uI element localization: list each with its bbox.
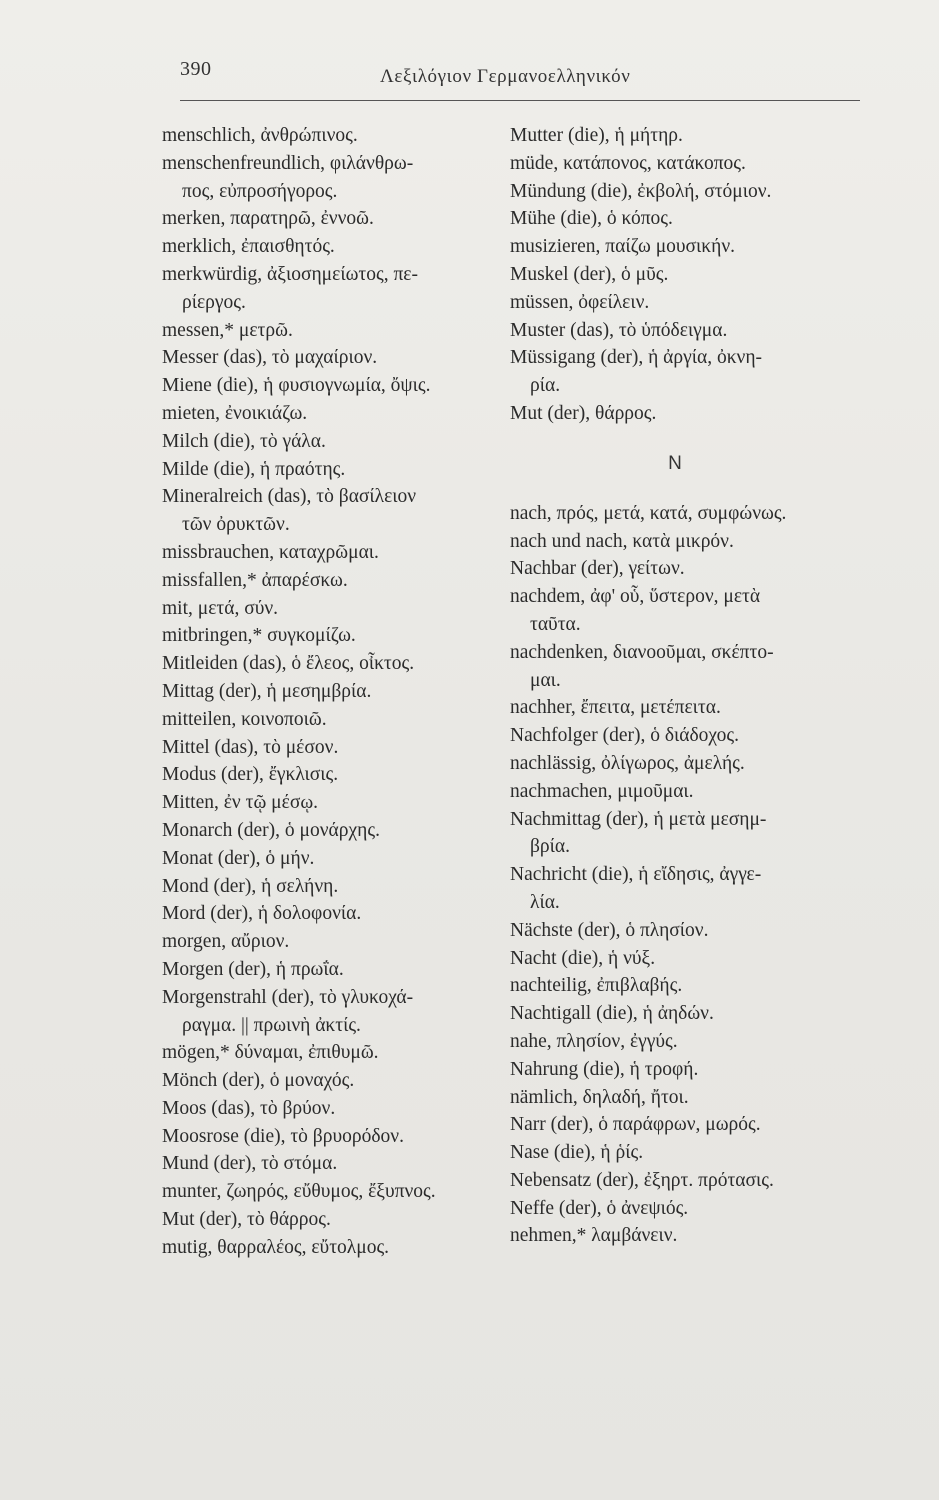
- right-column: [510, 122, 860, 1250]
- entry-continuation: ταῦτα.: [530, 613, 581, 635]
- entry-text: merken, παρατηρῶ, ἐννοῶ.: [162, 208, 374, 230]
- entry-text: nach, πρός, μετά, κατά, συμφώνως.: [510, 502, 787, 524]
- dictionary-entry: [162, 567, 514, 595]
- entry-text: mit, μετά, σύν.: [162, 597, 279, 619]
- entry-continuation: ρία.: [530, 375, 561, 397]
- entry-text: Moosrose (die), τὸ βρυορόδον.: [162, 1125, 404, 1147]
- dictionary-entry: [162, 344, 514, 372]
- dictionary-entry: [162, 1150, 514, 1178]
- dictionary-entry: [162, 150, 514, 206]
- entry-text: nachteilig, ἐπιβλαβής.: [510, 975, 683, 997]
- entry-text: Monarch (der), ὁ μονάρχης.: [162, 819, 380, 841]
- entry-text: Morgen (der), ἡ πρωΐα.: [162, 958, 344, 980]
- dictionary-entry: [162, 233, 514, 261]
- entry-text: Mühe (die), ὁ κόπος.: [510, 208, 673, 230]
- entry-text: Mutter (die), ἡ μήτηρ.: [510, 125, 683, 146]
- dictionary-entry: [162, 1095, 514, 1123]
- entry-text: Nase (die), ἡ ῥίς.: [510, 1142, 644, 1164]
- dictionary-entry: [162, 789, 514, 817]
- dictionary-entry: [510, 555, 860, 583]
- dictionary-entry: [162, 706, 514, 734]
- dictionary-entry: [510, 178, 860, 206]
- dictionary-entry: [162, 400, 514, 428]
- entry-continuation: ρίεργος.: [182, 291, 246, 313]
- entry-continuation: τῶν ὀρυκτῶν.: [182, 514, 290, 536]
- dictionary-entry: [510, 233, 860, 261]
- entry-text: Nebensatz (der), ἐξηρτ. πρότασις.: [510, 1169, 774, 1191]
- dictionary-entry: [510, 1195, 860, 1223]
- dictionary-entry: [510, 400, 860, 428]
- dictionary-entry: [510, 639, 860, 695]
- dictionary-entry: [162, 873, 514, 901]
- dictionary-entry: [162, 261, 514, 317]
- dictionary-entry: [510, 722, 860, 750]
- dictionary-entry: [162, 1234, 514, 1262]
- dictionary-entry: [162, 622, 514, 650]
- entry-text: menschlich, ἀνθρώπινος.: [162, 125, 358, 146]
- entry-continuation: πος, εὐπροσήγορος.: [182, 180, 338, 202]
- dictionary-entry: [162, 1206, 514, 1234]
- entry-text: Morgenstrahl (der), τὸ γλυκοχά-: [162, 986, 414, 1008]
- entry-text: Mittel (das), τὸ μέσον.: [162, 736, 339, 758]
- entry-text: Mineralreich (das), τὸ βασίλειον: [162, 486, 417, 508]
- entry-text: mieten, ἐνοικιάζω.: [162, 402, 308, 424]
- dictionary-entry: [162, 483, 514, 539]
- entry-text: Mündung (die), ἐκβολή, στόμιον.: [510, 180, 772, 202]
- entry-text: Muskel (der), ὁ μῦς.: [510, 263, 669, 285]
- entry-text: Nachtigall (die), ἡ ἀηδών.: [510, 1003, 714, 1025]
- dictionary-entry: [510, 1139, 860, 1167]
- running-title: Λεξιλόγιον Γερμανοελληνικόν: [380, 66, 631, 87]
- entry-text: Nachbar (der), γείτων.: [510, 558, 685, 580]
- entry-text: müde, κατάπονος, κατάκοπος.: [510, 152, 746, 174]
- dictionary-entry: [510, 317, 860, 345]
- entry-text: Nahrung (die), ἡ τροφή.: [510, 1058, 699, 1080]
- dictionary-entry: [162, 372, 514, 400]
- dictionary-entry: [162, 1178, 514, 1206]
- entry-text: nachmachen, μιμοῦμαι.: [510, 780, 694, 802]
- dictionary-entry: [510, 1222, 860, 1250]
- dictionary-entry: [162, 678, 514, 706]
- entry-text: Neffe (der), ὁ ἀνεψιός.: [510, 1197, 689, 1219]
- entry-text: Mord (der), ἡ δολοφονία.: [162, 903, 362, 925]
- dictionary-entry: [162, 900, 514, 928]
- entry-text: Muster (das), τὸ ὑπόδειγμα.: [510, 319, 728, 341]
- entry-text: Mond (der), ἡ σελήνη.: [162, 875, 339, 897]
- entry-text: missbrauchen, καταχρῶμαι.: [162, 541, 379, 563]
- dictionary-entry: [162, 317, 514, 345]
- dictionary-entry: [162, 734, 514, 762]
- entry-text: mögen,* δύναμαι, ἐπιθυμῶ.: [162, 1042, 379, 1064]
- dictionary-entry: [162, 761, 514, 789]
- dictionary-entry: [162, 122, 514, 150]
- dictionary-entry: [510, 500, 860, 528]
- dictionary-entry: [162, 456, 514, 484]
- dictionary-entry: [162, 595, 514, 623]
- entry-text: nachlässig, ὀλίγωρος, ἀμελής.: [510, 752, 745, 774]
- entry-text: Nachmittag (der), ἡ μετὰ μεσημ-: [510, 808, 767, 830]
- dictionary-entry: [510, 750, 860, 778]
- dictionary-entry: [510, 122, 860, 150]
- entry-text: Milch (die), τὸ γάλα.: [162, 430, 326, 452]
- entry-text: Nächste (der), ὁ πλησίον.: [510, 919, 709, 941]
- entry-text: mitbringen,* συγκομίζω.: [162, 625, 356, 647]
- entry-text: nachdem, ἀφ' οὗ, ὕστερον, μετὰ: [510, 586, 761, 608]
- entry-text: Nachfolger (der), ὁ διάδοχος.: [510, 725, 740, 747]
- entry-text: Moos (das), τὸ βρύον.: [162, 1097, 336, 1119]
- entry-text: nahe, πλησίον, ἐγγύς.: [510, 1030, 678, 1052]
- dictionary-entry: [510, 528, 860, 556]
- entry-continuation: βρία.: [530, 836, 570, 858]
- entry-text: missfallen,* ἀπαρέσκω.: [162, 569, 348, 591]
- dictionary-entry: [510, 861, 860, 917]
- entry-text: Narr (der), ὁ παράφρων, μωρός.: [510, 1114, 761, 1136]
- entry-text: nachdenken, διανοοῦμαι, σκέπτο-: [510, 641, 774, 663]
- dictionary-entry: [510, 1028, 860, 1056]
- entry-text: Mönch (der), ὁ μοναχός.: [162, 1070, 355, 1092]
- entry-text: Mitleiden (das), ὁ ἔλεος, οἶκτος.: [162, 653, 415, 675]
- dictionary-entry: [162, 428, 514, 456]
- dictionary-entry: [162, 539, 514, 567]
- dictionary-entry: [510, 205, 860, 233]
- entry-text: nachher, ἔπειτα, μετέπειτα.: [510, 697, 721, 719]
- dictionary-entry: [510, 778, 860, 806]
- entry-text: nämlich, δηλαδή, ἤτοι.: [510, 1086, 689, 1108]
- entry-text: Messer (das), τὸ μαχαίριον.: [162, 347, 378, 369]
- entry-text: Nachricht (die), ἡ εἴδησις, ἀγγε-: [510, 864, 762, 886]
- right-column-n-entries: [510, 500, 860, 1251]
- left-column: [162, 122, 514, 1262]
- entry-continuation: ραγμα. || πρωινὴ ἀκτίς.: [182, 1014, 361, 1036]
- entry-text: messen,* μετρῶ.: [162, 319, 293, 341]
- dictionary-entry: [162, 205, 514, 233]
- section-letter-heading: N: [668, 452, 682, 474]
- dictionary-entry: [510, 945, 860, 973]
- dictionary-entry: [510, 1056, 860, 1084]
- dictionary-entry: [510, 1084, 860, 1112]
- entry-text: müssen, ὀφείλειν.: [510, 291, 650, 313]
- page-header: [180, 58, 860, 98]
- dictionary-entry: [162, 928, 514, 956]
- entry-text: merklich, ἐπαισθητός.: [162, 236, 335, 258]
- entry-text: Modus (der), ἔγκλισις.: [162, 764, 339, 786]
- dictionary-entry: [162, 650, 514, 678]
- entry-text: morgen, αὔριον.: [162, 931, 290, 953]
- entry-text: Mut (der), τὸ θάρρος.: [162, 1209, 331, 1231]
- entry-text: Monat (der), ὁ μήν.: [162, 847, 315, 869]
- entry-text: menschenfreundlich, φιλάνθρω-: [162, 152, 414, 174]
- entry-text: Mund (der), τὸ στόμα.: [162, 1153, 338, 1175]
- dictionary-entry: [162, 1123, 514, 1151]
- entry-text: nehmen,* λαμβάνειν.: [510, 1225, 678, 1247]
- entry-text: Mut (der), θάρρος.: [510, 402, 657, 424]
- entry-text: Miene (die), ἡ φυσιογνωμία, ὄψις.: [162, 375, 431, 397]
- page-number: 390: [180, 58, 212, 80]
- entry-text: mutig, θαρραλέος, εὔτολμος.: [162, 1236, 390, 1258]
- dictionary-entry: [510, 694, 860, 722]
- dictionary-entry: [510, 1000, 860, 1028]
- dictionary-entry: [510, 344, 860, 400]
- dictionary-entry: [510, 261, 860, 289]
- header-rule: [180, 100, 860, 101]
- entry-text: munter, ζωηρός, εὔθυμος, ἔξυπνος.: [162, 1181, 436, 1203]
- dictionary-entry: [510, 150, 860, 178]
- entry-text: musizieren, παίζω μουσικήν.: [510, 236, 736, 258]
- entry-text: mitteilen, κοινοποιῶ.: [162, 708, 327, 730]
- entry-text: Mittag (der), ἡ μεσημβρία.: [162, 680, 372, 702]
- dictionary-entry: [162, 1039, 514, 1067]
- entry-text: merkwürdig, ἀξιοσημείωτος, πε-: [162, 263, 418, 285]
- dictionary-entry: [510, 1111, 860, 1139]
- dictionary-entry: [162, 817, 514, 845]
- entry-text: nach und nach, κατὰ μικρόν.: [510, 530, 734, 552]
- entry-continuation: μαι.: [530, 669, 561, 691]
- dictionary-entry: [510, 583, 860, 639]
- dictionary-entry: [162, 845, 514, 873]
- dictionary-entry: [162, 1067, 514, 1095]
- entry-text: Nacht (die), ἡ νύξ.: [510, 947, 656, 969]
- entry-continuation: λία.: [530, 891, 560, 913]
- dictionary-entry: [162, 984, 514, 1040]
- dictionary-entry: [510, 806, 860, 862]
- entry-text: Müssigang (der), ἡ ἀργία, ὀκνη-: [510, 347, 763, 369]
- entry-text: Milde (die), ἡ πραότης.: [162, 458, 346, 480]
- dictionary-entry: [510, 1167, 860, 1195]
- entry-text: Mitten, ἐν τῷ μέσῳ.: [162, 792, 319, 814]
- dictionary-entry: [510, 917, 860, 945]
- dictionary-entry: [162, 956, 514, 984]
- right-column-m-entries: [510, 122, 860, 428]
- dictionary-entry: [510, 289, 860, 317]
- dictionary-entry: [510, 972, 860, 1000]
